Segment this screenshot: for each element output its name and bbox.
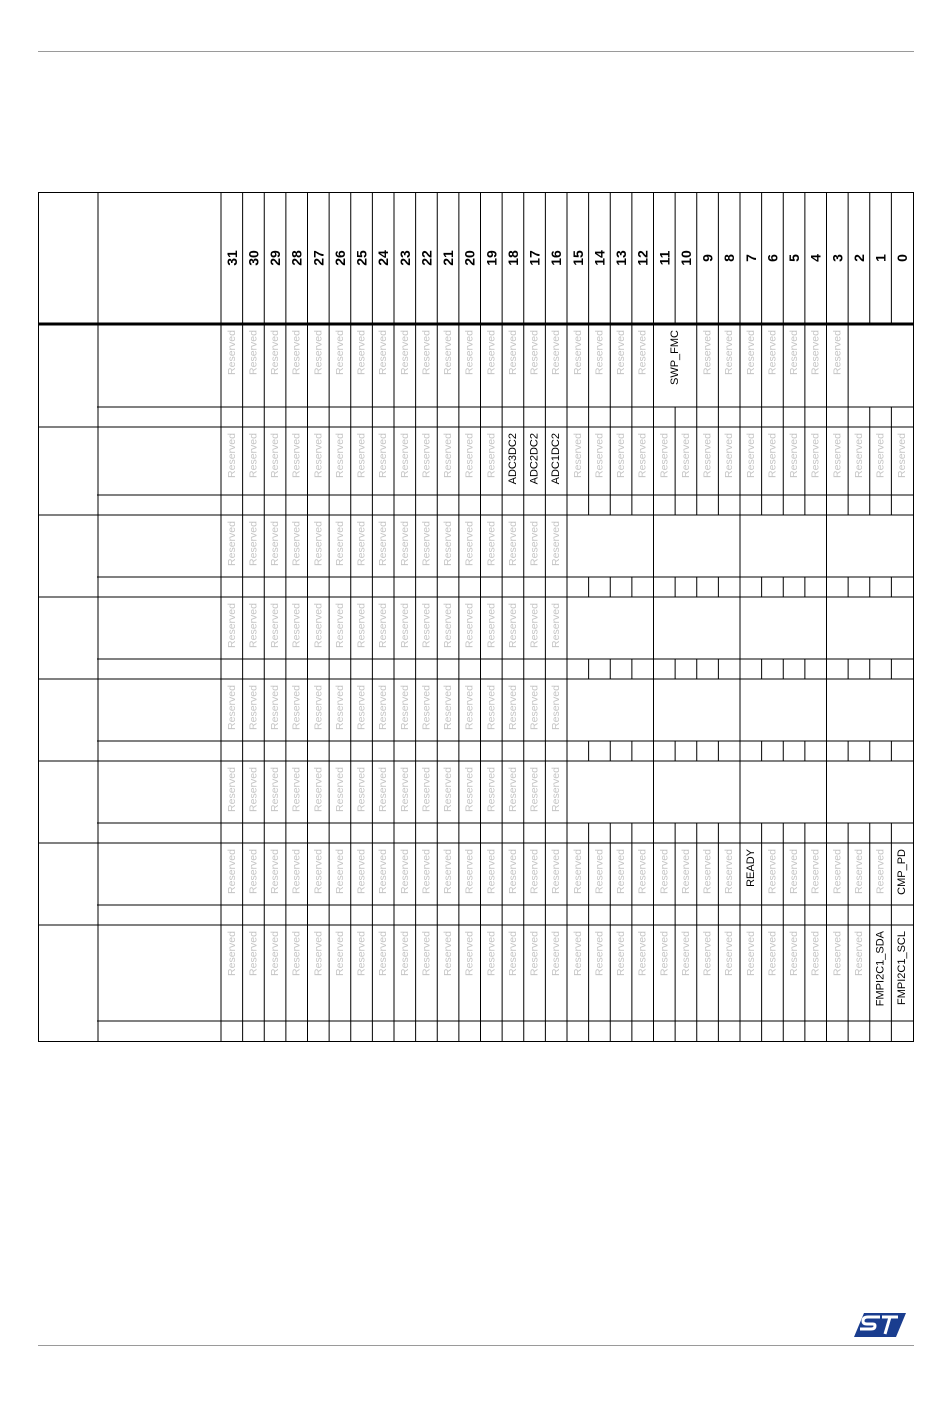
reserved-field-label: Reserved [485, 767, 498, 812]
reserved-field-label: Reserved [355, 330, 368, 375]
reserved-field-label: Reserved [723, 849, 736, 894]
reserved-field-label: Reserved [571, 330, 584, 375]
bit-number-label: 8 [721, 254, 738, 262]
bit-number-label: 7 [742, 254, 759, 262]
bit-number-label: 1 [872, 254, 889, 262]
reserved-field-label: Reserved [485, 849, 498, 894]
register-field-label: READY [744, 849, 757, 887]
reserved-field-label: Reserved [312, 521, 325, 566]
reserved-field-label: Reserved [247, 433, 260, 478]
reserved-field-label: Reserved [679, 931, 692, 976]
reserved-field-label: Reserved [333, 767, 346, 812]
reserved-field-label: Reserved [420, 767, 433, 812]
reserved-field-label: Reserved [442, 521, 455, 566]
bit-number-label: 21 [440, 250, 457, 266]
reserved-field-label: Reserved [788, 931, 801, 976]
reserved-field-label: Reserved [247, 685, 260, 730]
header-rule [38, 51, 914, 52]
reserved-field-label: Reserved [290, 603, 303, 648]
reserved-field-label: Reserved [333, 931, 346, 976]
reserved-field-label: Reserved [636, 849, 649, 894]
reserved-field-label: Reserved [463, 685, 476, 730]
reserved-field-label: Reserved [528, 521, 541, 566]
bit-number-label: 26 [331, 250, 348, 266]
register-map-grid [39, 193, 913, 1041]
reserved-field-label: Reserved [658, 849, 671, 894]
reserved-field-label: Reserved [269, 433, 282, 478]
reserved-field-label: Reserved [571, 433, 584, 478]
reserved-field-label: Reserved [290, 433, 303, 478]
reserved-field-label: Reserved [831, 433, 844, 478]
reserved-field-label: Reserved [506, 767, 519, 812]
reserved-field-label: Reserved [377, 521, 390, 566]
reserved-field-label: Reserved [463, 849, 476, 894]
reserved-field-label: Reserved [831, 330, 844, 375]
reserved-field-label: Reserved [247, 767, 260, 812]
reserved-field-label: Reserved [723, 433, 736, 478]
reserved-field-label: Reserved [506, 685, 519, 730]
bit-number-label: 27 [310, 250, 327, 266]
reserved-field-label: Reserved [463, 521, 476, 566]
reserved-field-label: Reserved [377, 433, 390, 478]
reserved-field-label: Reserved [377, 685, 390, 730]
reserved-field-label: Reserved [528, 931, 541, 976]
bit-number-label: 22 [418, 250, 435, 266]
reserved-field-label: Reserved [398, 330, 411, 375]
bit-number-label: 6 [764, 254, 781, 262]
reserved-field-label: Reserved [463, 931, 476, 976]
reserved-field-label: Reserved [225, 433, 238, 478]
reserved-field-label: Reserved [506, 330, 519, 375]
bit-number-label: 19 [483, 250, 500, 266]
reserved-field-label: Reserved [333, 603, 346, 648]
reserved-field-label: Reserved [398, 521, 411, 566]
reserved-field-label: Reserved [809, 433, 822, 478]
reserved-field-label: Reserved [766, 433, 779, 478]
reserved-field-label: Reserved [831, 849, 844, 894]
reserved-field-label: Reserved [593, 849, 606, 894]
reserved-field-label: Reserved [701, 849, 714, 894]
reserved-field-label: Reserved [355, 849, 368, 894]
reserved-field-label: Reserved [333, 521, 346, 566]
reserved-field-label: Reserved [463, 330, 476, 375]
reserved-field-label: Reserved [485, 330, 498, 375]
reserved-field-label: Reserved [398, 685, 411, 730]
reserved-field-label: Reserved [463, 433, 476, 478]
reserved-field-label: Reserved [636, 931, 649, 976]
bit-number-label: 29 [267, 250, 284, 266]
reserved-field-label: Reserved [398, 433, 411, 478]
bit-number-label: 15 [569, 250, 586, 266]
reserved-field-label: Reserved [701, 330, 714, 375]
register-field-label: CMP_PD [896, 849, 909, 895]
reserved-field-label: Reserved [420, 931, 433, 976]
reserved-field-label: Reserved [247, 330, 260, 375]
reserved-field-label: Reserved [377, 767, 390, 812]
bit-number-label: 18 [504, 250, 521, 266]
reserved-field-label: Reserved [679, 433, 692, 478]
reserved-field-label: Reserved [355, 433, 368, 478]
reserved-field-label: Reserved [744, 433, 757, 478]
reserved-field-label: Reserved [809, 330, 822, 375]
reserved-field-label: Reserved [485, 685, 498, 730]
reserved-field-label: Reserved [290, 685, 303, 730]
reserved-field-label: Reserved [852, 433, 865, 478]
bit-number-label: 28 [288, 250, 305, 266]
reserved-field-label: Reserved [615, 849, 628, 894]
reserved-field-label: Reserved [333, 685, 346, 730]
reserved-field-label: Reserved [593, 330, 606, 375]
reserved-field-label: Reserved [550, 849, 563, 894]
reserved-field-label: Reserved [723, 330, 736, 375]
reserved-field-label: Reserved [788, 330, 801, 375]
bit-number-label: 0 [894, 254, 911, 262]
reserved-field-label: Reserved [528, 603, 541, 648]
reserved-field-label: Reserved [744, 330, 757, 375]
reserved-field-label: Reserved [225, 603, 238, 648]
reserved-field-label: Reserved [225, 521, 238, 566]
reserved-field-label: Reserved [550, 330, 563, 375]
reserved-field-label: Reserved [312, 330, 325, 375]
reserved-field-label: Reserved [377, 603, 390, 648]
bit-number-label: 23 [396, 250, 413, 266]
reserved-field-label: Reserved [269, 521, 282, 566]
reserved-field-label: Reserved [442, 330, 455, 375]
reserved-field-label: Reserved [485, 603, 498, 648]
reserved-field-label: Reserved [398, 767, 411, 812]
reserved-field-label: Reserved [852, 849, 865, 894]
reserved-field-label: Reserved [701, 931, 714, 976]
reserved-field-label: Reserved [420, 603, 433, 648]
reserved-field-label: Reserved [593, 433, 606, 478]
bit-number-label: 2 [850, 254, 867, 262]
reserved-field-label: Reserved [312, 685, 325, 730]
reserved-field-label: Reserved [550, 685, 563, 730]
reserved-field-label: Reserved [269, 849, 282, 894]
reserved-field-label: Reserved [506, 603, 519, 648]
reserved-field-label: Reserved [528, 849, 541, 894]
reserved-field-label: Reserved [463, 767, 476, 812]
reserved-field-label: Reserved [571, 931, 584, 976]
reserved-field-label: Reserved [809, 849, 822, 894]
reserved-field-label: Reserved [571, 849, 584, 894]
reserved-field-label: Reserved [852, 931, 865, 976]
reserved-field-label: Reserved [355, 603, 368, 648]
reserved-field-label: Reserved [528, 330, 541, 375]
bit-number-label: 10 [677, 250, 694, 266]
bit-number-label: 5 [786, 254, 803, 262]
reserved-field-label: Reserved [766, 330, 779, 375]
reserved-field-label: Reserved [225, 849, 238, 894]
reserved-field-label: Reserved [420, 685, 433, 730]
reserved-field-label: Reserved [269, 330, 282, 375]
register-field-label: SWP_FMC [669, 330, 682, 385]
reserved-field-label: Reserved [506, 521, 519, 566]
reserved-field-label: Reserved [355, 521, 368, 566]
reserved-field-label: Reserved [809, 931, 822, 976]
reserved-field-label: Reserved [333, 330, 346, 375]
reserved-field-label: Reserved [377, 849, 390, 894]
reserved-field-label: Reserved [528, 685, 541, 730]
reserved-field-label: Reserved [247, 521, 260, 566]
reserved-field-label: Reserved [896, 433, 909, 478]
bit-number-label: 17 [526, 250, 543, 266]
reserved-field-label: Reserved [442, 767, 455, 812]
reserved-field-label: Reserved [615, 931, 628, 976]
reserved-field-label: Reserved [788, 433, 801, 478]
reserved-field-label: Reserved [355, 767, 368, 812]
reserved-field-label: Reserved [442, 931, 455, 976]
reserved-field-label: Reserved [420, 330, 433, 375]
bit-number-label: 12 [634, 250, 651, 266]
footer-rule [38, 1345, 914, 1346]
reserved-field-label: Reserved [312, 433, 325, 478]
reserved-field-label: Reserved [593, 931, 606, 976]
reserved-field-label: Reserved [333, 433, 346, 478]
reserved-field-label: Reserved [269, 931, 282, 976]
bit-number-label: 14 [591, 250, 608, 266]
reserved-field-label: Reserved [744, 931, 757, 976]
reserved-field-label: Reserved [550, 603, 563, 648]
register-field-label: ADC3DC2 [506, 433, 519, 485]
reserved-field-label: Reserved [247, 849, 260, 894]
reserved-field-label: Reserved [658, 931, 671, 976]
reserved-field-label: Reserved [723, 931, 736, 976]
reserved-field-label: Reserved [485, 433, 498, 478]
reserved-field-label: Reserved [355, 685, 368, 730]
reserved-field-label: Reserved [788, 849, 801, 894]
reserved-field-label: Reserved [874, 849, 887, 894]
register-map-table [38, 192, 914, 1042]
reserved-field-label: Reserved [312, 931, 325, 976]
st-logo [854, 1312, 906, 1338]
reserved-field-label: Reserved [290, 849, 303, 894]
reserved-field-label: Reserved [485, 931, 498, 976]
reserved-field-label: Reserved [615, 433, 628, 478]
bit-number-label: 31 [223, 250, 240, 266]
reserved-field-label: Reserved [290, 767, 303, 812]
reserved-field-label: Reserved [550, 521, 563, 566]
bit-number-label: 25 [353, 250, 370, 266]
bit-number-label: 16 [548, 250, 565, 266]
reserved-field-label: Reserved [766, 849, 779, 894]
register-field-label: FMPI2C1_SCL [896, 931, 909, 1005]
reserved-field-label: Reserved [442, 849, 455, 894]
reserved-field-label: Reserved [355, 931, 368, 976]
bit-number-label: 20 [461, 250, 478, 266]
reserved-field-label: Reserved [333, 849, 346, 894]
bit-number-label: 3 [829, 254, 846, 262]
register-field-label: ADC1DC2 [550, 433, 563, 485]
reserved-field-label: Reserved [398, 931, 411, 976]
reserved-field-label: Reserved [290, 521, 303, 566]
reserved-field-label: Reserved [420, 521, 433, 566]
bit-number-label: 4 [807, 254, 824, 262]
reserved-field-label: Reserved [225, 685, 238, 730]
reserved-field-label: Reserved [312, 849, 325, 894]
reserved-field-label: Reserved [615, 330, 628, 375]
reserved-field-label: Reserved [528, 767, 541, 812]
reserved-field-label: Reserved [550, 767, 563, 812]
register-field-label: ADC2DC2 [528, 433, 541, 485]
reserved-field-label: Reserved [420, 433, 433, 478]
reserved-field-label: Reserved [398, 849, 411, 894]
reserved-field-label: Reserved [377, 931, 390, 976]
reserved-field-label: Reserved [312, 603, 325, 648]
reserved-field-label: Reserved [225, 931, 238, 976]
reserved-field-label: Reserved [679, 849, 692, 894]
reserved-field-label: Reserved [269, 767, 282, 812]
reserved-field-label: Reserved [442, 603, 455, 648]
reserved-field-label: Reserved [312, 767, 325, 812]
reserved-field-label: Reserved [398, 603, 411, 648]
reserved-field-label: Reserved [290, 931, 303, 976]
reserved-field-label: Reserved [874, 433, 887, 478]
reserved-field-label: Reserved [420, 849, 433, 894]
reserved-field-label: Reserved [463, 603, 476, 648]
reserved-field-label: Reserved [831, 931, 844, 976]
reserved-field-label: Reserved [506, 931, 519, 976]
reserved-field-label: Reserved [658, 433, 671, 478]
reserved-field-label: Reserved [766, 931, 779, 976]
reserved-field-label: Reserved [269, 685, 282, 730]
reserved-field-label: Reserved [636, 433, 649, 478]
reserved-field-label: Reserved [442, 433, 455, 478]
bit-number-label: 9 [699, 254, 716, 262]
reserved-field-label: Reserved [377, 330, 390, 375]
bit-number-label: 30 [245, 250, 262, 266]
reserved-field-label: Reserved [506, 849, 519, 894]
reserved-field-label: Reserved [485, 521, 498, 566]
reserved-field-label: Reserved [225, 767, 238, 812]
bit-number-label: 11 [656, 250, 673, 266]
reserved-field-label: Reserved [550, 931, 563, 976]
reserved-field-label: Reserved [442, 685, 455, 730]
bit-number-label: 13 [613, 250, 630, 266]
reserved-field-label: Reserved [247, 603, 260, 648]
reserved-field-label: Reserved [290, 330, 303, 375]
reserved-field-label: Reserved [636, 330, 649, 375]
reserved-field-label: Reserved [269, 603, 282, 648]
reserved-field-label: Reserved [701, 433, 714, 478]
bit-number-label: 24 [375, 250, 392, 266]
reserved-field-label: Reserved [225, 330, 238, 375]
register-field-label: FMPI2C1_SDA [874, 931, 887, 1007]
reserved-field-label: Reserved [247, 931, 260, 976]
